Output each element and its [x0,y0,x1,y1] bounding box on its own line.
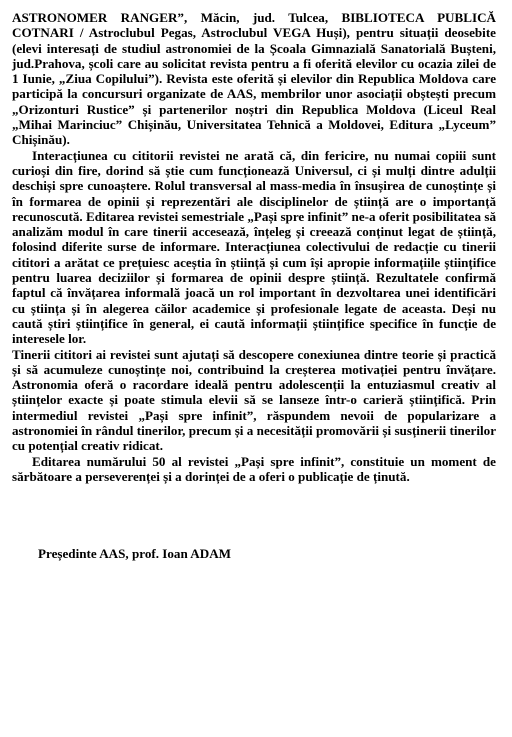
paragraph-library-partners: ASTRONOMER RANGER”, Măcin, jud. Tulcea, BIBLIOTECA PUBLICĂ COTNARI / Astroclubul Pegas, Astroclubul VEGA Huși), pentru situații deosebite (elevi interesați de studiul astronomiei de la Școala Gimnazială Sanatorială Bușteni, jud.Prahova, școli care au solicitat revista pentru a fi oferită elevilor cu ocazia zilei de 1 Iunie, „Ziua Copilului”). Revista este oferită și elevilor din Republica Moldova care participă la concursuri organizate de AAS, membrilor unor asociații obștești precum „Orizonturi Rustice” și partenerilor noștri din Republica Moldova (Liceul Real „Mihai Marinciuc” Chișinău, Universitatea Tehnică a Moldovei, Editura „Lyceum” Chișinău). [12,10,496,148]
article-body [12,10,496,484]
paragraph-issue-50: Editarea numărului 50 al revistei „Pași spre infinit”, constituie un moment de sărbătoare a perseverenței și a dorinței de a oferi o publicație de ținută. [12,453,496,484]
author-signature: Președinte AAS, prof. Ioan ADAM [38,546,232,561]
paragraph-young-readers: Tinerii cititori ai revistei sunt ajutați să descopere conexiunea dintre teorie și practică și să acumuleze cunoștințe noi, contribuind la creșterea motivației pentru învățare. Astronomia oferă o racordare ideală pentru adolescenții la entuziasmul creativ al științelor exacte și poate stimula elevii să se lanseze într-o carieră științifică. Prin intermediul revistei „Pași spre infinit”, răspundem nevoii de popularizare a astronomiei în rândul tinerilor, precum și a necesității promovării și susținerii tinerilor cu potențial creativ ridicat. [12,346,496,454]
paragraph-reader-interaction: Interacțiunea cu cititorii revistei ne arată că, din fericire, nu numai copiii sunt curioși din fire, dorind să știe cum funcționează Universul, ci și mulți dintre adulții deschiși spre cunoaștere. Rolul transversal al mass-media în însușirea de cunoștințe și în formarea de opinii și reprezentări ale disciplinelor de știință are o importanță recunoscută. Editarea revistei semestriale „Pași spre infinit” ne-a oferit posibilitatea să analizăm modul în care tinerii accesează, înțeleg și creează conținut legat de știință, folosind diferite surse de informare. Interacțiunea colectivului de redacție cu tinerii cititori a arătat ce prețuiesc aceștia în știință și cum își apropie informațiile științifice pentru luarea deciziilor și formarea de opinii despre știință. Rezultatele confirmă faptul că învățarea informală joacă un rol important în dezvoltarea unei identificări cu știința și în alegerea căilor academice și profesionale legate de aceasta. Deși nu caută știri științifice în general, ei caută informații științifice specifice în funcție de interesele lor. [12,147,496,347]
